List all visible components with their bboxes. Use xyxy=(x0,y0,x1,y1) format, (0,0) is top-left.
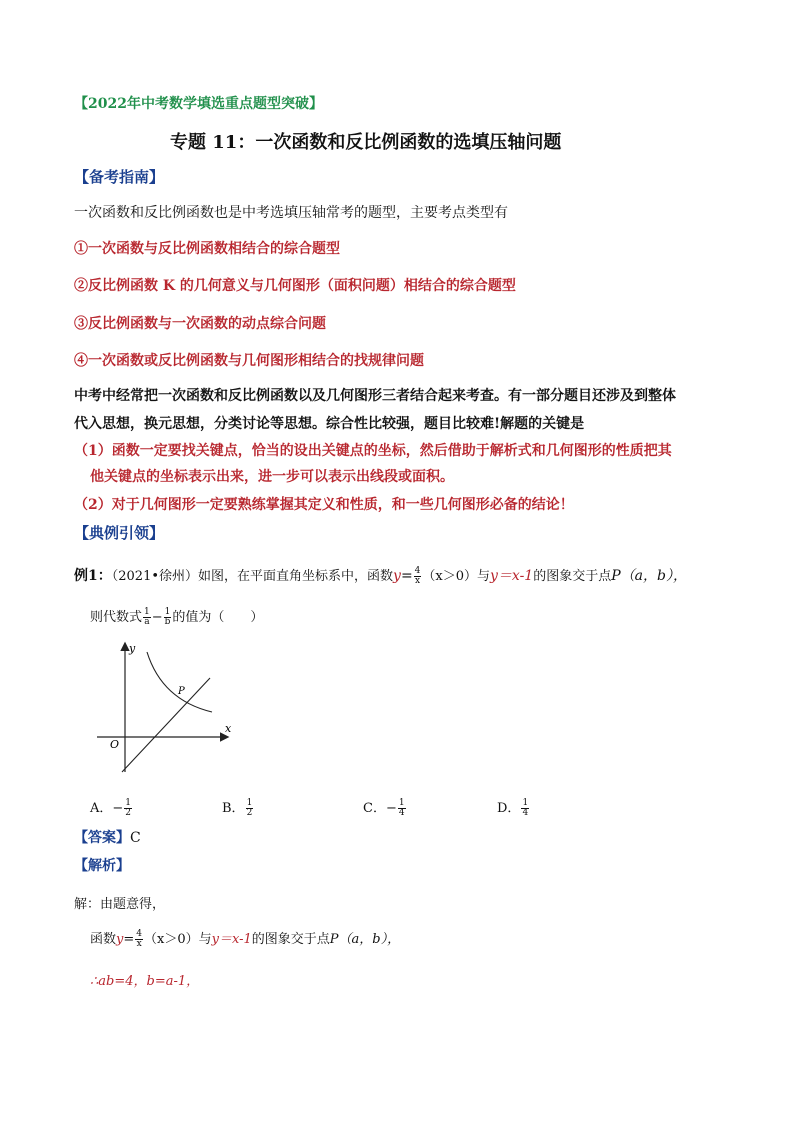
answer-label: 【答案】 xyxy=(74,830,130,846)
x-axis-label: x xyxy=(225,722,232,735)
question-pre: 则代数式 xyxy=(90,610,143,625)
choice-d[interactable]: D． $\frac{1}{4}$ xyxy=(497,798,529,818)
page-title: 专题 11：一次函数和反比例函数的选填压轴问题 xyxy=(170,132,562,153)
solution-intro: 解：由题意得， xyxy=(74,897,166,912)
key-line-1: （1）函数一定要找关键点，恰当的设出关键点的坐标，然后借助于解析式和几何图形的性质把其 xyxy=(74,443,672,459)
point-1: ①一次函数与反比例函数相结合的综合题型 xyxy=(74,241,340,257)
example-eq: = xyxy=(400,568,413,584)
series-tag: 【2022年中考数学填选重点题型突破】 xyxy=(74,96,323,112)
point-2: ②反比例函数 K 的几何意义与几何图形（面积问题）相结合的综合题型 xyxy=(74,278,516,294)
linear-line xyxy=(122,678,210,772)
example-line: y＝x-1 xyxy=(490,568,534,584)
example-rest: 的图象交于点 xyxy=(533,569,612,584)
y-axis-label: y xyxy=(129,642,136,655)
point-3: ③反比例函数与一次函数的动点综合问题 xyxy=(74,316,326,332)
example-question xyxy=(90,606,263,627)
solution-line-1: 函数y= $\frac{4}{x}$ （x＞0）与y＝x-1的图象交于点P（a，b）， xyxy=(90,929,401,949)
guide-heading: 【备考指南】 xyxy=(74,168,165,186)
example-point: P（a，b）， xyxy=(611,568,687,584)
example-statement xyxy=(74,565,687,586)
question-frac-2: $\frac{1}{b}$ xyxy=(164,607,171,627)
summary-line-2: 代入思想，换元思想，分类讨论等思想。综合性比较强，题目比较难!解题的关键是 xyxy=(74,416,585,432)
function-graph xyxy=(92,640,242,780)
answer-value: C xyxy=(130,830,141,846)
question-minus: − xyxy=(151,610,163,625)
choice-b[interactable]: B． $\frac{1}{2}$ xyxy=(222,798,253,818)
answer-row xyxy=(74,827,141,847)
origin-label: O xyxy=(110,738,120,751)
hyperbola-curve xyxy=(147,652,212,712)
example-heading: 【典例引领】 xyxy=(74,524,165,542)
summary-line-1: 中考中经常把一次函数和反比例函数以及几何图形三者结合起来考查。有一部分题目还涉及到整体 xyxy=(74,388,676,404)
key-line-2: 他关键点的坐标表示出来，进一步可以表示出线段或面积。 xyxy=(90,469,454,485)
solution-line-2: ∴ab=4，b=a-1， xyxy=(90,974,200,989)
guide-intro: 一次函数和反比例函数也是中考选填压轴常考的题型，主要考点类型有 xyxy=(74,205,508,221)
intersection-label: P xyxy=(178,686,185,697)
key-line-3: （2）对于几何图形一定要熟练掌握其定义和性质，和一些几何图形必备的结论！ xyxy=(74,497,574,513)
question-frac-1: $\frac{1}{a}$ xyxy=(144,607,150,627)
example-cond: （x＞0）与 xyxy=(422,569,491,584)
example-fraction: $\frac{4}{x}$ xyxy=(414,565,421,586)
example-source: （2021•徐州）如图，在平面直角坐标系中，函数 xyxy=(111,569,394,584)
point-4: ④一次函数或反比例函数与几何图形相结合的找规律问题 xyxy=(74,353,424,369)
analysis-label: 【解析】 xyxy=(74,858,130,874)
question-post: 的值为（ ） xyxy=(172,610,264,625)
example-y: y xyxy=(393,568,401,584)
example-label: 例1： xyxy=(74,568,112,584)
choice-c[interactable]: C．− $\frac{1}{4}$ xyxy=(363,798,405,818)
choice-a[interactable]: A．− $\frac{1}{2}$ xyxy=(90,798,132,818)
